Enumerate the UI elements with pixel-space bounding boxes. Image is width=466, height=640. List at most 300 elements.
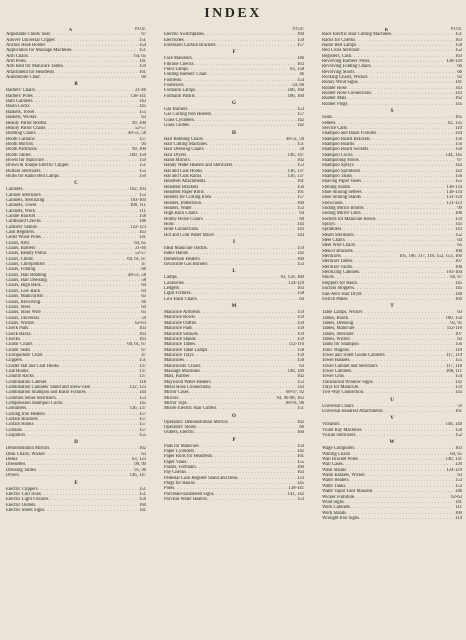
dot-leader (59, 174, 138, 179)
entry-name: Anchor Hose Holder (6, 43, 46, 49)
entry-name: Tables, Dressing (322, 320, 354, 326)
entry-page: 158 (138, 214, 146, 219)
entry-name: Sterilizers (322, 254, 342, 260)
entry-name: Hat and Coat Racks (164, 173, 202, 179)
entry-name: Manicure Armrests (164, 310, 201, 316)
entry-name: Light Fixtures (164, 291, 191, 297)
index-entry (6, 473, 146, 478)
entry-name: Dressettes (6, 462, 26, 468)
entry-page: 159 (296, 246, 304, 252)
section-letter: A (68, 27, 73, 32)
entry-page: 153 (296, 163, 304, 169)
entry-page: 156 (454, 173, 462, 179)
entry-name: Hobby Horse Chairs (164, 216, 203, 222)
entry-page: 159 (454, 385, 462, 390)
page-label: PAGE (292, 27, 304, 31)
entry-name: Face Masseurs (164, 56, 192, 62)
entry-name: Immersion Heaters (164, 256, 200, 262)
entry-page: 60, 61, 67 (127, 256, 146, 262)
entry-page: 151 (296, 141, 304, 147)
index-entry (322, 516, 462, 521)
entry-name: Shampoo Board Sockets (322, 147, 369, 153)
entry-name: Shampooing Stools (322, 157, 359, 163)
entry-page: 122-123 (130, 224, 146, 230)
entry-name: Invincible Gas Burners (164, 262, 208, 268)
entry-page: 95, 96 (134, 467, 146, 473)
entry-name: High Back Chairs (164, 211, 198, 217)
entry-name: Check Pads (6, 326, 29, 332)
entry-page: 146 (296, 56, 304, 62)
entry-page: 154 (138, 43, 146, 49)
entry-name: Heaters for Curling Irons (164, 195, 212, 201)
entry-page: 144 (454, 131, 462, 137)
entry-page: 64 (457, 238, 462, 244)
entry-name: Sterilizing Cabinets (322, 270, 360, 276)
entry-name: Rubber Plugs (322, 101, 348, 107)
entry-page: 66 (457, 64, 462, 70)
entry-page: 161 (296, 179, 304, 185)
entry-name: Vulcan Sterilizers (322, 433, 356, 439)
entry-name: Sliding Mirror Units (322, 211, 361, 217)
entry-name: Cash Registers (6, 230, 34, 236)
entry-name: Chairs, Revolving (6, 299, 41, 305)
entry-name: Universal Headrest Attachments (322, 409, 383, 415)
entry-name: Work Stands (322, 510, 346, 516)
entry-name: Formalin Pastils (164, 93, 195, 99)
entry-name: Revolving Barbers' Poles (322, 59, 370, 65)
entry-name: Chairs, Steel (6, 304, 30, 310)
entry-name: Sprinklers (322, 227, 342, 233)
entry-page: 52-57 (135, 125, 146, 131)
entry-name: Chairs, Chiropodists' (6, 262, 46, 268)
entry-name: Operators' Demonstration Mirrors (164, 419, 228, 425)
entry-name: Chairs, Hair Dressing (6, 278, 47, 284)
entry-name: Cuspidors (6, 433, 26, 439)
index-column-2 (164, 27, 304, 502)
entry-page: 163 (138, 326, 146, 332)
entry-name: Porcelain-Enameled Signs (164, 491, 214, 497)
entry-page: 106, 160 (287, 88, 304, 94)
entry-page: 63 (141, 115, 146, 121)
entry-name: Racks for Checks (322, 37, 356, 43)
entry-page: 62, 135 (447, 120, 462, 126)
entry-page: 62-63 (451, 494, 462, 500)
entry-page: 64 (299, 211, 304, 217)
dot-leader (363, 390, 454, 395)
entry-name: Manicure Table Lamps (164, 347, 208, 353)
entry-page: 66 (299, 425, 304, 430)
entry-name: Electric Street Signs (6, 507, 45, 513)
entry-name: Bobbing Chairs (6, 131, 36, 137)
entry-page: 162 (296, 419, 304, 425)
entry-page: 66 (457, 69, 462, 75)
entry-page: 124-129 (446, 467, 462, 473)
entry-name: Chairs, Low Back (6, 288, 40, 294)
section-letter: P (232, 437, 236, 443)
entry-page: 160 (454, 296, 462, 302)
entry-name: Stencil Brackets (322, 248, 353, 254)
entry-page: 103-104 (446, 270, 462, 276)
entry-page: 145 (454, 101, 462, 107)
entry-name: Sun-Aero Hair Dryer (322, 291, 362, 297)
entry-name: Footrests (164, 77, 182, 83)
section-letter: D (74, 440, 78, 446)
entry-name: Chairs, Folding (6, 267, 36, 273)
section-letter: U (390, 397, 394, 403)
dot-leader (216, 406, 296, 411)
entry-name: Desk Chairs, Wicker (6, 451, 45, 457)
entry-name: Seats (322, 115, 332, 121)
entry-name: Arm Rest for Manicure Tables (6, 64, 64, 70)
entry-page: 106 (454, 211, 462, 217)
entry-name: Combination Cabinet (6, 379, 47, 385)
entry-name: Cabinets (6, 187, 23, 193)
entry-page: 163 (296, 61, 304, 67)
entry-page: 151 (138, 491, 146, 497)
entry-name: Showcases (322, 200, 343, 206)
entry-name: Manicure Sockets (164, 331, 198, 337)
entry-name: Table Lamps, Wicker (322, 310, 363, 316)
entry-page: 64 (141, 288, 146, 294)
entry-page: 163 (138, 336, 146, 342)
entry-page: 152 (454, 232, 462, 238)
entry-page: 142 (296, 449, 304, 455)
index-entry (322, 390, 462, 395)
entry-page: 47 (141, 352, 146, 358)
entry-page: 157 (138, 411, 146, 417)
entry-page: 160 (138, 502, 146, 508)
entry-page: 151 (138, 163, 146, 169)
entry-page: 138-139 (446, 59, 462, 65)
index-entry (164, 430, 304, 435)
entry-page: 117, 118 (445, 363, 462, 369)
entry-name: Electric Light Fixtures (6, 497, 49, 503)
entry-page: 158 (138, 497, 146, 503)
entry-page: 159 (296, 443, 304, 449)
entry-page: 161 (296, 454, 304, 460)
entry-name: Chiropodists' Chair (6, 352, 43, 358)
entry-name: Fibrone Checks (164, 61, 194, 67)
entry-name: Manicures (164, 358, 184, 364)
entry-page: 105, 106, 117, 118, 152, 153, 160 (399, 254, 462, 260)
dot-leader (359, 516, 454, 521)
dot-leader (189, 123, 296, 128)
entry-name: Revolving Stools (322, 69, 355, 75)
entry-name: Translucent Window Signs (322, 379, 373, 385)
entry-name: Booth Tables (6, 152, 31, 158)
section-letter: E (74, 480, 78, 486)
entry-name: Automobile Chair (6, 75, 40, 81)
entry-page: 161 (138, 69, 146, 75)
section-letter: S (390, 109, 394, 115)
entry-page: 152 (138, 168, 146, 174)
entry-page: 138-141 (130, 93, 146, 99)
entry-page: 159 (296, 310, 304, 316)
entry-page: 94 (141, 141, 146, 147)
dot-leader (40, 75, 140, 80)
entry-name: Cabinets, Towel (6, 203, 37, 209)
entry-name: Arm Chairs (6, 53, 29, 59)
page-label: PAGE (134, 27, 146, 31)
entry-name: Desks (6, 457, 18, 463)
entry-page: 158 (296, 347, 304, 353)
entry-page: 159 (138, 157, 146, 163)
entry-page: 143 (454, 163, 462, 169)
entry-name: Rocking Chairs, Wicker (322, 75, 368, 81)
entry-name: Chairs, Hair Bobbing (6, 272, 47, 278)
entry-page: 145 (138, 401, 146, 407)
entry-page: 107 (454, 259, 462, 265)
entry-page: 110 (455, 347, 462, 353)
entry-page: 106, 160 (287, 93, 304, 99)
entry-name: Wash Stands (322, 467, 346, 473)
entry-page: 137 (138, 374, 146, 380)
entry-name: Tanks for Shampoo (322, 342, 359, 348)
entry-page: 151 (454, 32, 462, 38)
entry-page: 112-116 (288, 342, 304, 348)
entry-page: 143 (296, 384, 304, 390)
entry-page: 159 (296, 326, 304, 332)
entry-name: Steam Sterilizers (322, 232, 354, 238)
entry-page: 155 (454, 179, 462, 185)
entry-name: Hot and Cold Water Mixer (164, 232, 215, 238)
entry-name: Shoe Shining Stands (322, 195, 361, 201)
entry-page: 155 (296, 459, 304, 465)
entry-page: 141 (138, 507, 146, 513)
entry-page: 162 (296, 374, 304, 380)
entry-name: Sockets for Manicure Bowls (322, 216, 376, 222)
entry-name: Booth Mirrors (6, 141, 33, 147)
index-column-1 (6, 27, 146, 513)
entry-name: Tonic Wagons (322, 347, 349, 353)
entry-name: Outlets, Electric (164, 430, 195, 436)
entry-name: Towel Baskets (322, 358, 350, 364)
entry-page: 98, 99 (134, 462, 146, 468)
entry-name: Cabinet Sterilizers (6, 192, 41, 198)
entry-page: 117, 119 (445, 352, 462, 358)
entry-name: Beauty Parlor Booths (6, 120, 47, 126)
entry-name: Heaters, Immersion (164, 200, 201, 206)
entry-name: Sprays (322, 222, 335, 228)
index-entry (6, 508, 146, 513)
entry-page: 136, 137 (129, 406, 146, 412)
entry-name: Metal Hose Connections (164, 384, 211, 390)
entry-name: Attachment for Headrests (6, 69, 55, 75)
entry-page: 141 (454, 499, 462, 505)
entry-page: 111 (139, 208, 146, 214)
entry-page: 153 (454, 483, 462, 489)
entry-page: 163 (454, 37, 462, 43)
entry-page: 157 (138, 136, 146, 142)
section-letter: W (389, 440, 395, 446)
entry-name: Manicure Tables (164, 342, 196, 348)
section-letter: C (74, 181, 78, 187)
entry-name: Manicure Outfits (164, 320, 197, 326)
section-letter: R (384, 27, 389, 32)
entry-page: 143 (454, 168, 462, 174)
entry-name: Operators' Stools (164, 425, 197, 430)
entry-name: Moore Electric Hair Cutters (164, 406, 217, 412)
entry-name: Wrought Iron Signs (322, 515, 360, 521)
entry-page: 99, 100 (131, 120, 146, 126)
entry-name: Basin Cocks (6, 104, 30, 110)
entry-page: 160 (454, 248, 462, 254)
entry-name: Chairs, Wicker (6, 320, 35, 326)
entry-name: Heaters, Water (164, 205, 192, 211)
entry-name: Tables, Wicker (322, 336, 351, 342)
entry-page: 153 (138, 395, 146, 401)
dot-leader (355, 433, 454, 438)
entry-page: 62-63 (135, 320, 146, 326)
entry-name: Rotary Wind Signs (322, 80, 358, 86)
entry-page: 155 (138, 433, 146, 439)
entry-name: Costumers (6, 406, 27, 412)
entry-name: Curtains (6, 427, 22, 433)
section-letter: F (232, 50, 236, 56)
entry-name: Mirrors (164, 395, 179, 401)
entry-name: Electric Curl Irons (6, 491, 41, 497)
entry-page: 142 (296, 123, 304, 129)
entry-page: 146 (454, 291, 462, 297)
entry-page: 159 (296, 315, 304, 321)
entry-page: 92, 95 (450, 320, 462, 326)
entry-page: 131-134 (446, 195, 462, 201)
entry-page: 150 (454, 43, 462, 49)
entry-page: 159 (296, 336, 304, 342)
entry-page: 143 (296, 232, 304, 238)
entry-page: 48-51, 58 (128, 272, 146, 278)
entry-name: Hand Mirrors (164, 157, 190, 163)
entry-page: 136, 137 (287, 168, 304, 174)
entry-name: Low Back Chairs (164, 296, 197, 302)
entry-name: Shampoo Board Brackets (322, 136, 370, 142)
entry-page: 64, 65 (450, 451, 462, 457)
entry-name: Combination Cabinets' Stand and Show-case (6, 385, 91, 390)
entry-name: Column Racks (6, 374, 34, 380)
entry-page: 94, 96-98, 162 (276, 395, 304, 401)
entry-name: Paper Vases (164, 459, 187, 465)
entry-page: 157 (138, 427, 146, 433)
entry-page: 159 (454, 216, 462, 222)
entry-page: 153 (296, 497, 304, 503)
entry-name: Shampoo Boards (322, 141, 355, 147)
entry-page: 108, 111 (445, 368, 462, 374)
entry-page: 47 (141, 262, 146, 268)
entry-page: 66, 67 (450, 275, 462, 281)
entry-name: Hair Cutting Machines (164, 141, 207, 147)
entry-page: 152 (454, 48, 462, 54)
entry-page: 155 (454, 358, 462, 364)
entry-name: Massage Machines (164, 368, 200, 374)
entry-name: Hair Dryers (164, 152, 187, 158)
entry-page: 148, 149 (287, 368, 304, 374)
entry-page: 150 (296, 37, 304, 43)
section-letter: V (390, 416, 394, 422)
entry-page: 143 (138, 99, 146, 105)
entry-name: Rubber Hose Connections (322, 91, 372, 97)
entry-name: Demonstration Mirrors (6, 446, 50, 452)
entry-page: 21-46 (135, 246, 146, 252)
entry-name: Curtain Hooks (6, 422, 34, 428)
entry-page: 143 (454, 85, 462, 91)
entry-page: 156 (454, 136, 462, 142)
entry-page: 99, 100 (131, 147, 146, 153)
entry-name: Steel Chairs (322, 238, 345, 244)
entry-page: 52-57 (135, 251, 146, 257)
entry-page: 143 (454, 91, 462, 97)
entry-name: Revolving Folding Chairs (322, 64, 371, 70)
entry-name: Headrest Attachments (164, 179, 206, 185)
entry-page: 159 (296, 320, 304, 326)
entry-name: Gas Burners (164, 107, 188, 113)
entry-name: Chairs, Beauty Parlor (6, 251, 47, 257)
entry-page: 153 (296, 379, 304, 385)
entry-page: 158 (296, 291, 304, 297)
entry-page: 151 (138, 358, 146, 364)
entry-page: 63 (141, 451, 146, 457)
entry-page: 106 (454, 264, 462, 270)
entry-page: 59 (457, 403, 462, 409)
entry-page: 162 (454, 96, 462, 102)
entry-name: Cedar Wood Poles (6, 235, 41, 241)
entry-page: 141 (454, 80, 462, 86)
entry-name: Water Vapor Face Masseur (322, 489, 373, 495)
entry-name: Rubber Mats (322, 96, 347, 102)
entry-page: 100, 150 (445, 315, 462, 321)
entry-page: 157 (138, 422, 146, 428)
entry-page: 144 (138, 390, 146, 396)
entry-name: Towel Cabinet and Sterilizers (322, 363, 378, 369)
entry-page: 156 (454, 141, 462, 147)
entry-name: Hose Connections (164, 227, 199, 233)
entry-page: 154 (296, 77, 304, 83)
entry-name: Shampoo and Basin Fixtures (322, 131, 377, 137)
entry-page: 66 (141, 267, 146, 273)
entry-name: Check Racks (6, 331, 31, 337)
entry-page: 150 (454, 427, 462, 433)
entry-page: 58 (299, 147, 304, 153)
entry-page: 151 (138, 37, 146, 43)
entry-name: Dressing Tables (6, 467, 36, 473)
entry-name: Shoe Shining Settees (322, 189, 362, 195)
entry-name: Shaving Paper Vases (322, 179, 361, 185)
entry-name: Chairs, Stool Wire (6, 310, 41, 316)
entry-name: Gas Curling Iron Heaters (164, 112, 212, 118)
entry-name: Steel Wire Chairs (322, 243, 356, 249)
entry-name: Shampoo Sprinklers (322, 168, 361, 174)
entry-page: 154 (454, 374, 462, 380)
entry-page: 152 (454, 433, 462, 439)
entry-page: 141 (138, 235, 146, 241)
entry-page: 157 (296, 112, 304, 118)
entry-name: Coat Hooks (6, 368, 29, 374)
entry-name: Water Heaters (322, 478, 349, 484)
entry-name: Cabinets, Sterilizing (6, 197, 45, 203)
entry-page: 114 (455, 515, 462, 521)
entry-page: 160 (296, 256, 304, 262)
entry-page: 151 (138, 48, 146, 54)
entry-name: Manicure Bowls (164, 315, 196, 321)
entry-page: 162 (296, 157, 304, 163)
entry-name: Universal Chairs (322, 403, 354, 409)
entry-page: 67 (457, 157, 462, 163)
entry-page: 156 (454, 147, 462, 153)
dot-leader (44, 508, 138, 513)
entry-name: Hat and Coat Hooks (164, 168, 203, 174)
entry-name: Shining Stands (322, 184, 351, 190)
entry-name: Vibrators (322, 422, 340, 428)
section-letter: G (232, 101, 236, 107)
